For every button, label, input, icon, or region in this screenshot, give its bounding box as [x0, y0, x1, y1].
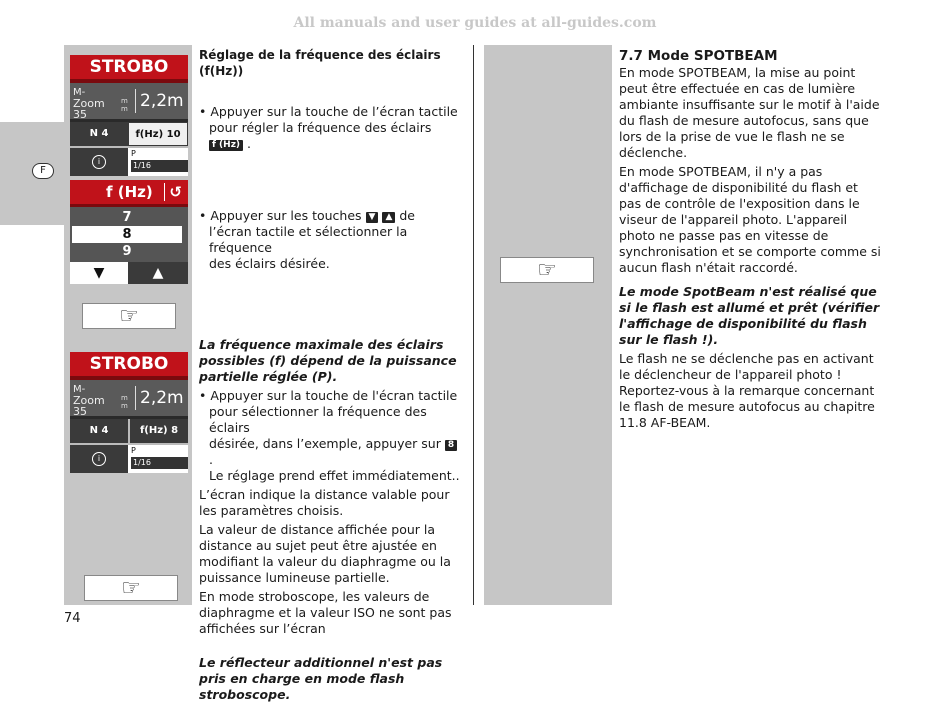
- language-tab-label: F: [32, 163, 54, 179]
- section-heading: Réglage de la fréquence des éclairs (f(Hz)): [199, 48, 441, 78]
- note-hand-icon: ☞: [500, 257, 594, 283]
- eight-key: 8: [445, 440, 457, 451]
- zoom-label: M-: [73, 384, 86, 395]
- frequency-title: f (Hz): [106, 183, 153, 201]
- right-figure-column: [484, 45, 612, 605]
- mm-unit: m m: [121, 97, 128, 113]
- p-label: P: [131, 446, 136, 455]
- strobo-title: STROBO: [70, 55, 188, 83]
- p-value: 1/16: [131, 457, 188, 469]
- down-button[interactable]: [70, 262, 128, 284]
- frequency-display: [70, 180, 188, 284]
- strobo-title: STROBO: [70, 352, 188, 380]
- watermark: All manuals and user guides at all-guides.com: [293, 15, 657, 31]
- info-icon: i: [92, 155, 106, 169]
- paragraph: Le flash ne se déclenche pas en activant le déclencheur de l'appareil photo ! Reportez-vous à la remarque concernant le flash de mesure autofocus au chapitre 11.8 AF-BEAM.: [619, 351, 875, 430]
- up-key-icon: ▲: [382, 212, 395, 223]
- strobo-display-1: [70, 55, 188, 176]
- fhz-button[interactable]: f(Hz) 8: [128, 419, 188, 443]
- right-text-column: [619, 47, 881, 431]
- zoom-value: Zoom 35: [73, 97, 105, 121]
- strobo-display-2: [70, 352, 188, 473]
- p-label: P: [131, 149, 136, 158]
- up-button[interactable]: [128, 262, 188, 284]
- n-button[interactable]: N 4: [70, 122, 128, 146]
- n-button[interactable]: N 4: [70, 419, 128, 443]
- p-button[interactable]: [128, 148, 188, 176]
- up-arrow-icon: ▲: [152, 265, 164, 281]
- frequency-option-selected[interactable]: 8: [72, 226, 182, 243]
- section-heading: 7.7 Mode SPOTBEAM: [619, 48, 778, 64]
- back-icon[interactable]: ↺: [164, 183, 182, 201]
- paragraph: La valeur de distance affichée pour la distance au sujet peut être ajustée en modifiant la valeur du diaphragme ou la puissance lumineuse partielle.: [199, 522, 451, 585]
- paragraph: En mode SPOTBEAM, il n'y a pas d'affichage de disponibilité du flash et pas de contrôle de l'exposition dans le viseur de l'appareil photo. L'appareil photo ne passe pas en vitesse de synchronisation et se comporte comme si aucun flash n'était raccordé.: [619, 164, 881, 275]
- instruction-2: • Appuyer sur les touches ▼ ▲ de l’écran tactile et sélectionner la fréquence des éclairs désirée.: [199, 208, 415, 271]
- p-button[interactable]: [128, 445, 188, 473]
- distance-readout: 2,2m: [135, 89, 188, 113]
- note-reflector: Le réflecteur additionnel n'est pas pris en charge en mode flash stroboscope.: [199, 655, 443, 702]
- p-value: 1/16: [131, 160, 188, 172]
- down-arrow-icon: ▼: [93, 265, 105, 281]
- paragraph: L’écran indique la distance valable pour les paramètres choisis.: [199, 487, 450, 518]
- zoom-value: Zoom 35: [73, 394, 105, 418]
- frequency-option[interactable]: 9: [122, 244, 132, 259]
- left-text-column: [199, 47, 465, 703]
- fhz-key: f (Hz): [209, 140, 243, 151]
- instruction-3: • Appuyer sur la touche de l'écran tactile pour sélectionner la fréquence des éclairs désirée, dans l’exemple, appuyer sur 8 . Le réglage prend effet immédiatement..: [199, 388, 460, 483]
- instruction-1: • Appuyer sur la touche de l’écran tactile pour régler la fréquence des éclairs f (Hz) .: [199, 104, 458, 151]
- zoom-label: M-: [73, 87, 86, 98]
- page-number: 74: [64, 611, 81, 626]
- info-button[interactable]: [70, 148, 128, 176]
- note-max-frequency: La fréquence maximale des éclairs possibles (f) dépend de la puissance partielle réglée (P).: [199, 337, 457, 384]
- mm-unit: m m: [121, 394, 128, 410]
- note-hand-icon: ☞: [82, 303, 176, 329]
- info-button[interactable]: [70, 445, 128, 473]
- column-divider: [473, 45, 474, 605]
- down-key-icon: ▼: [366, 212, 379, 223]
- note-spotbeam: Le mode SpotBeam n'est réalisé que si le flash est allumé et prêt (vérifier l'affichage de disponibilité du flash sur le flash !).: [619, 284, 880, 347]
- fhz-button[interactable]: f(Hz) 10: [128, 122, 188, 146]
- distance-readout: 2,2m: [135, 386, 188, 410]
- note-hand-icon: ☞: [84, 575, 178, 601]
- paragraph: En mode SPOTBEAM, la mise au point peut être effectuée en cas de lumière ambiante insuffisante sur le motif à l'aide du flash de mesure autofocus, sans que lors de la prise de vue le flash ne se déclenche.: [619, 65, 880, 160]
- info-icon: i: [92, 452, 106, 466]
- frequency-option[interactable]: 7: [122, 210, 132, 225]
- paragraph: En mode stroboscope, les valeurs de diaphragme et la valeur ISO ne sont pas affichées sur l’écran: [199, 589, 452, 636]
